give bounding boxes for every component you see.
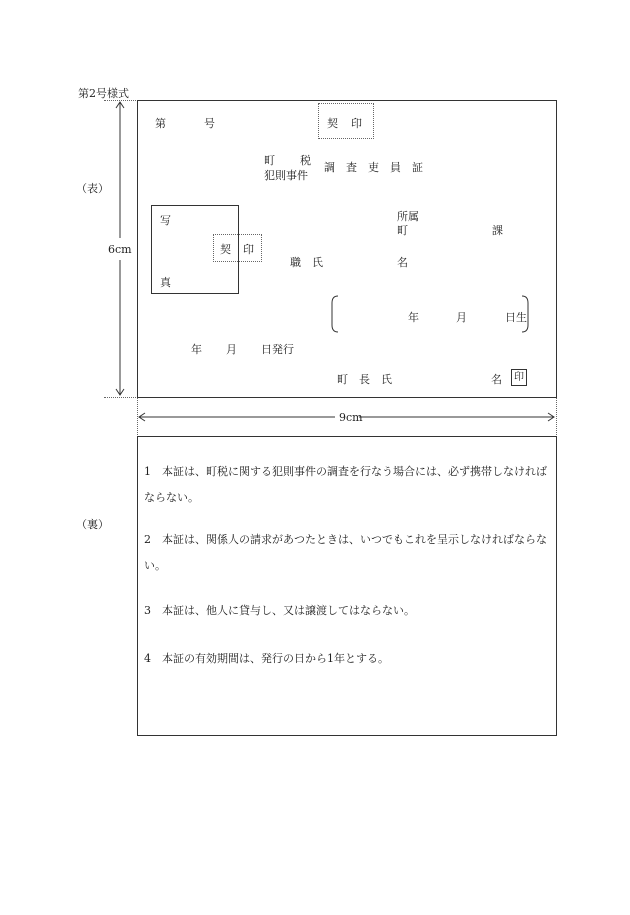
note-1: 1 本証は、町税に関する犯則事件の調査を行なう場合には、必ず携帯しなければならない。 (144, 465, 547, 504)
number-go: 号 (204, 117, 215, 130)
title-zei: 税 (300, 154, 311, 167)
issue-tsuki: 月 (226, 343, 237, 356)
number-dai: 第 (155, 117, 166, 130)
height-dimension-label: 6cm (108, 243, 132, 256)
photo-sha: 写 (160, 214, 171, 227)
mayor-seal-icon: 印 (511, 369, 527, 386)
top-seal-kei: 契 (327, 117, 338, 130)
back-label: （裏） (76, 518, 109, 531)
top-seal-in: 印 (351, 117, 362, 130)
birth-tsuki: 月 (456, 311, 467, 324)
width-dimension-label: 9cm (339, 411, 363, 424)
note-3: 3 本証は、他人に貸与し、又は譲渡してはならない。 (144, 604, 415, 617)
shozoku-label: 所属 (397, 210, 419, 223)
title-hansoku: 犯則事件 (264, 169, 308, 182)
issue-hakko: 日発行 (261, 343, 294, 356)
birth-nen: 年 (408, 311, 419, 324)
title-machi: 町 (264, 154, 275, 167)
cho-label: 町 (397, 224, 408, 237)
title-chosa: 調 査 吏 員 証 (324, 161, 423, 174)
issue-nen: 年 (191, 343, 202, 356)
front-label: （表） (76, 182, 109, 195)
note-4: 4 本証の有効期間は、発行の日から1年とする。 (144, 652, 389, 665)
mayor-mei: 名 (491, 373, 502, 386)
mayor-label: 町 長 氏 (337, 373, 392, 386)
ka-label: 課 (492, 224, 503, 237)
photo-seal-in: 印 (243, 243, 254, 256)
photo-shin: 真 (160, 276, 171, 289)
note-2: 2 本証は、関係人の請求があつたときは、いつでもこれを呈示しなければならない。 (144, 533, 547, 572)
form-label: 第2号様式 (78, 87, 129, 100)
birth-date-bracket (330, 295, 530, 335)
shokushi-label: 職 氏 (290, 256, 323, 269)
mei-label: 名 (397, 256, 408, 269)
photo-seal-kei: 契 (220, 243, 231, 256)
birth-hisei: 日生 (505, 311, 527, 324)
